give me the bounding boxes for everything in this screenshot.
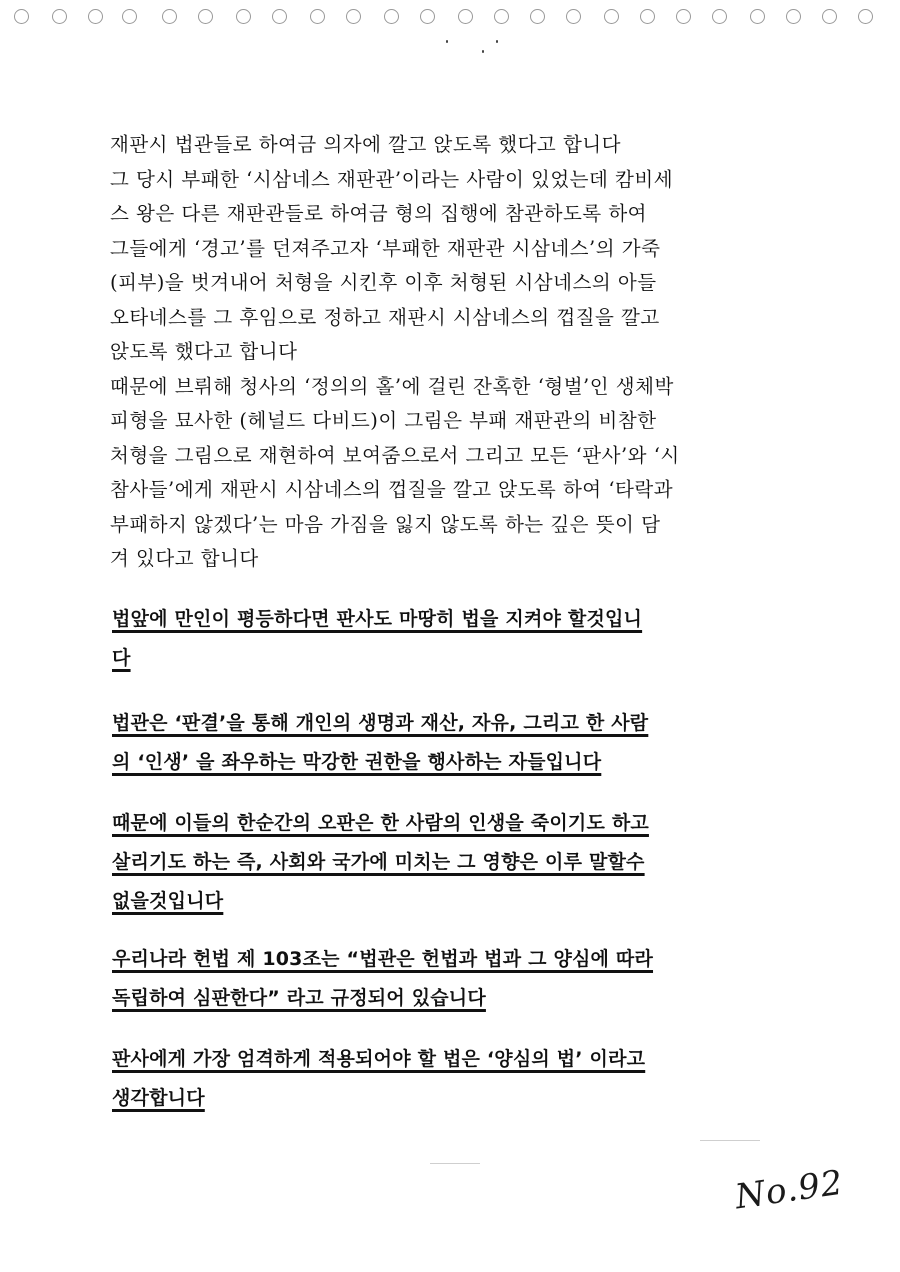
paragraph-line: 겨 있다고 합니다: [110, 547, 259, 570]
emphasis-line: 법앞에 만인이 평등하다면 판사도 마땅히 법을 지켜야 할것입니: [112, 608, 643, 630]
emphasis-block-misjudgment: [112, 804, 772, 921]
emphasis-line: 없을것입니다: [112, 890, 224, 912]
binding-hole: [384, 9, 399, 24]
binding-hole: [272, 9, 287, 24]
binding-hole: [604, 9, 619, 24]
emphasis-line: 법관은 ‘판결’을 통해 개인의 생명과 재산, 자유, 그리고 한 사람: [112, 712, 649, 734]
scan-mark: [700, 1140, 760, 1141]
binding-hole: [346, 9, 361, 24]
emphasis-line: 의 ‘인생’ 을 좌우하는 막강한 권한을 행사하는 자들입니다: [112, 751, 602, 773]
emphasis-block-equality: [112, 600, 772, 678]
paragraph-line: 오타네스를 그 후임으로 정하고 재판시 시삼네스의 껍질을 깔고: [110, 305, 660, 329]
binding-hole: [786, 9, 801, 24]
binding-holes: [0, 6, 900, 28]
binding-hole: [88, 9, 103, 24]
binding-hole: [494, 9, 509, 24]
binding-hole: [566, 9, 581, 24]
scan-mark: [430, 1163, 480, 1164]
binding-hole: [822, 9, 837, 24]
binding-hole: [198, 9, 213, 24]
binding-hole: [750, 9, 765, 24]
binding-hole: [858, 9, 873, 24]
binding-hole: [420, 9, 435, 24]
paragraph-line: 재판시 법관들로 하여금 의자에 깔고 앉도록 했다고 합니다: [110, 133, 621, 156]
paragraph-line: 그 당시 부패한 ‘시삼네스 재판관’이라는 사람이 있었는데 캄비세: [110, 167, 674, 191]
emphasis-block-conscience: [112, 1040, 772, 1118]
binding-hole: [14, 9, 29, 24]
paragraph-line: 그들에게 ‘경고’를 던져주고자 ‘부패한 재판관 시삼네스’의 가죽: [110, 236, 661, 260]
paragraph-line: 피형을 묘사한 (헤널드 다비드)이 그림은 부패 재판관의 비참한: [110, 409, 657, 432]
binding-hole: [122, 9, 137, 24]
binding-hole: [236, 9, 251, 24]
emphasis-line: 우리나라 헌법 제 103조는 “법관은 헌법과 법과 그 양심에 따라: [112, 948, 654, 970]
paragraph-line: 처형을 그림으로 재현하여 보여줌으로서 그리고 모든 ‘판사’와 ‘시: [110, 443, 680, 467]
binding-hole: [310, 9, 325, 24]
binding-hole: [458, 9, 473, 24]
emphasis-line: 독립하여 심판한다” 라고 규정되어 있습니다: [112, 987, 486, 1009]
emphasis-line: 다: [112, 647, 131, 669]
paragraph-line: 부패하지 않겠다’는 마음 가짐을 잃지 않도록 하는 깊은 뜻이 담: [110, 512, 661, 536]
paragraph-line: (피부)을 벗겨내어 처형을 시킨후 이후 처형된 시삼네스의 아들: [110, 271, 657, 294]
paragraph-line: 앉도록 했다고 합니다: [110, 340, 298, 363]
binding-hole: [162, 9, 177, 24]
emphasis-block-judges-authority: [112, 704, 772, 782]
paragraph-line: 참사들’에게 재판시 시삼네스의 껍질을 깔고 앉도록 하여 ‘타락과: [110, 478, 674, 501]
emphasis-line: 살리기도 하는 즉, 사회와 국가에 미치는 그 영향은 이루 말할수: [112, 851, 645, 873]
handwritten-page-number: No.92: [732, 1162, 846, 1218]
binding-hole: [712, 9, 727, 24]
binding-hole: [676, 9, 691, 24]
scan-specks: [440, 38, 520, 58]
binding-hole: [52, 9, 67, 24]
emphasis-line: 판사에게 가장 엄격하게 적용되어야 할 법은 ‘양심의 법’ 이라고: [112, 1048, 646, 1070]
emphasis-line: 때문에 이들의 한순간의 오판은 한 사람의 인생을 죽이기도 하고: [112, 812, 649, 834]
paragraph-line: 때문에 브뤼해 청사의 ‘정의의 홀’에 걸린 잔혹한 ‘형벌’인 생체박: [110, 374, 674, 398]
emphasis-block-constitution: [112, 940, 772, 1018]
binding-hole: [530, 9, 545, 24]
emphasis-line: 생각합니다: [112, 1087, 205, 1109]
paragraph-line: 스 왕은 다른 재판관들로 하여금 형의 집행에 참관하도록 하여: [110, 202, 648, 225]
binding-hole: [640, 9, 655, 24]
intro-paragraph: [110, 128, 770, 577]
